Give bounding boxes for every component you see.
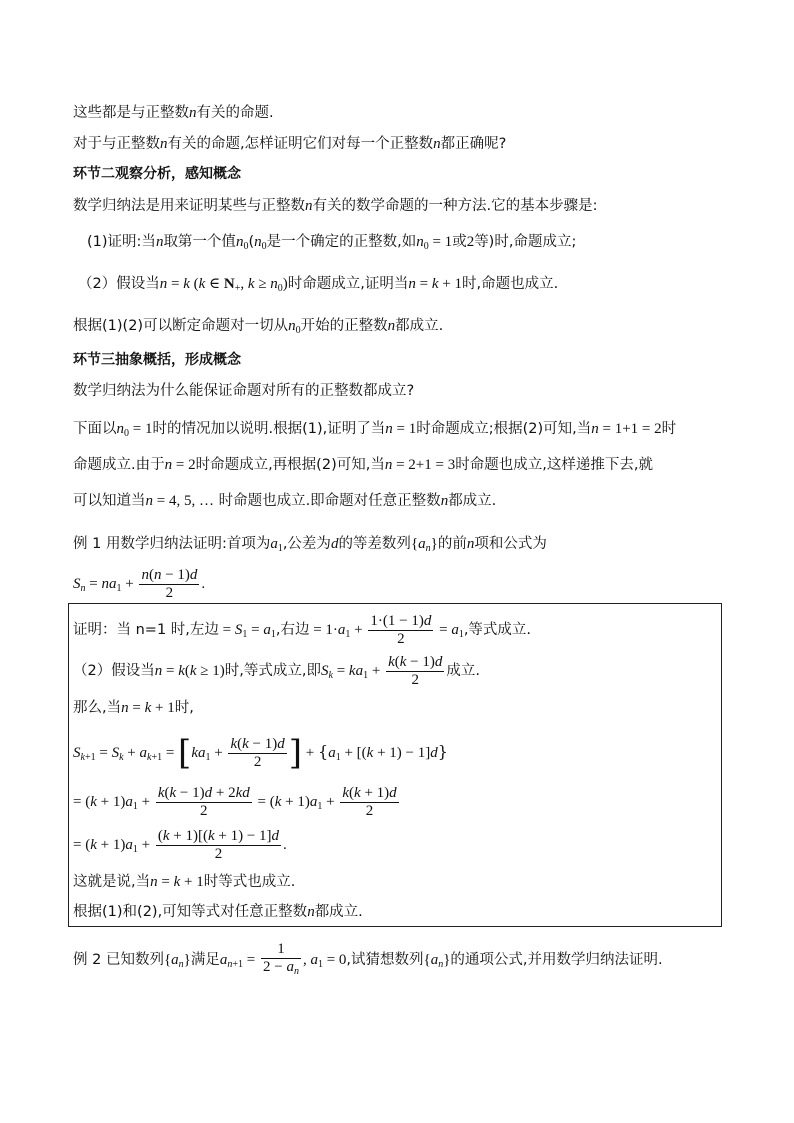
step-2: （2）假设当n = k (k ∈ $N_+$, $k \ge n_0$)时命题成立,证明当n = k + 1时,命题也成立.	[78, 276, 559, 294]
proof-line-1: 证明：当 n=1 时,左边 = $S_1 = a_1$,右边 = $1\cdot a_1$ + $\frac{1\cdot(1 - 1)d}{2}$ = $a_1$,等式成立.	[73, 612, 532, 647]
section3-question: 数学归纳法为什么能保证命题对所有的正整数都成立?	[73, 383, 415, 399]
section3-title: 环节三抽象概括，形成概念	[73, 352, 241, 368]
proof-line-6: = $(k + 1)a_1$ + $\frac{(k + 1)[(k + 1) - 1]d}{2}$ .	[73, 827, 287, 862]
induction-definition: 数学归纳法是用来证明某些与正整数n有关的数学命题的一种方法.它的基本步骤是:	[73, 198, 598, 214]
explain-line-2: 命题成立.由于n = 2时命题成立,再根据(2)可知,当n = 2+1 = 3时命题也成立,这样递推下去,就	[73, 457, 653, 473]
example1-formula: $S_n = na_1$ + $\frac{n(n - 1)d}{2}$ .	[73, 566, 206, 601]
section2-title: 环节二观察分析，感知概念	[73, 166, 241, 182]
explain-line-3: 可以知道当n = 4, 5, … 时命题也成立.即命题对任意正整数n都成立.	[73, 493, 497, 509]
intro-line-1: 这些都是与正整数n有关的命题.	[73, 105, 274, 121]
example1-statement: 例 1 用数学归纳法证明:首项为$a_1$,公差为d的等差数列$\{a_n\}$的前n项和公式为	[73, 536, 547, 554]
explain-line-1: 下面以$n_0 = 1$时的情况加以说明.根据(1),证明了当n = 1时命题成立;根据(2)可知,当n = 1+1 = 2时	[73, 421, 677, 439]
example2-statement: 例 2 已知数列$\{a_n\}$满足$a_{n+1}$ = $\frac{1}{2 - a_n}$ , $a_1 = 0$,试猜想数列$\{a_n\}$的通项公式,并用数学归纳法证明.	[73, 940, 663, 977]
proof-line-3: 那么,当n = k + 1时,	[73, 700, 194, 716]
proof-line-8: 根据(1)和(2),可知等式对任意正整数n都成立.	[73, 904, 363, 920]
intro-line-2: 对于与正整数n有关的命题,怎样证明它们对每一个正整数n都正确呢?	[73, 136, 507, 152]
proof-line-2: （2）假设当n = k(k ≥ 1)时,等式成立,即$S_k = ka_1$ + $\frac{k(k - 1)d}{2}$ 成立.	[73, 653, 480, 688]
proof-line-7: 这就是说,当n = k + 1时等式也成立.	[73, 874, 296, 890]
proof-line-5: = $(k + 1)a_1$ + $\frac{k(k - 1)d + 2kd}{2}$ = $(k + 1)a_1$ + $\frac{k(k + 1)d}{2}$	[73, 784, 397, 819]
step-1: (1)证明:当n取第一个值$n_0(n_0$是一个确定的正整数,如$n_0 = 1$或2等)时,命题成立;	[87, 234, 577, 252]
proof-line-4: $S_{k+1} = S_k + a_{k+1} = [ka_1$ + $\frac{k(k - 1)d}{2}$ ] + $\{a_1 + [(k + 1) - 1]d\}$	[73, 733, 448, 773]
step-conclusion: 根据(1)(2)可以断定命题对一切从$n_0$开始的正整数n都成立.	[73, 318, 444, 336]
